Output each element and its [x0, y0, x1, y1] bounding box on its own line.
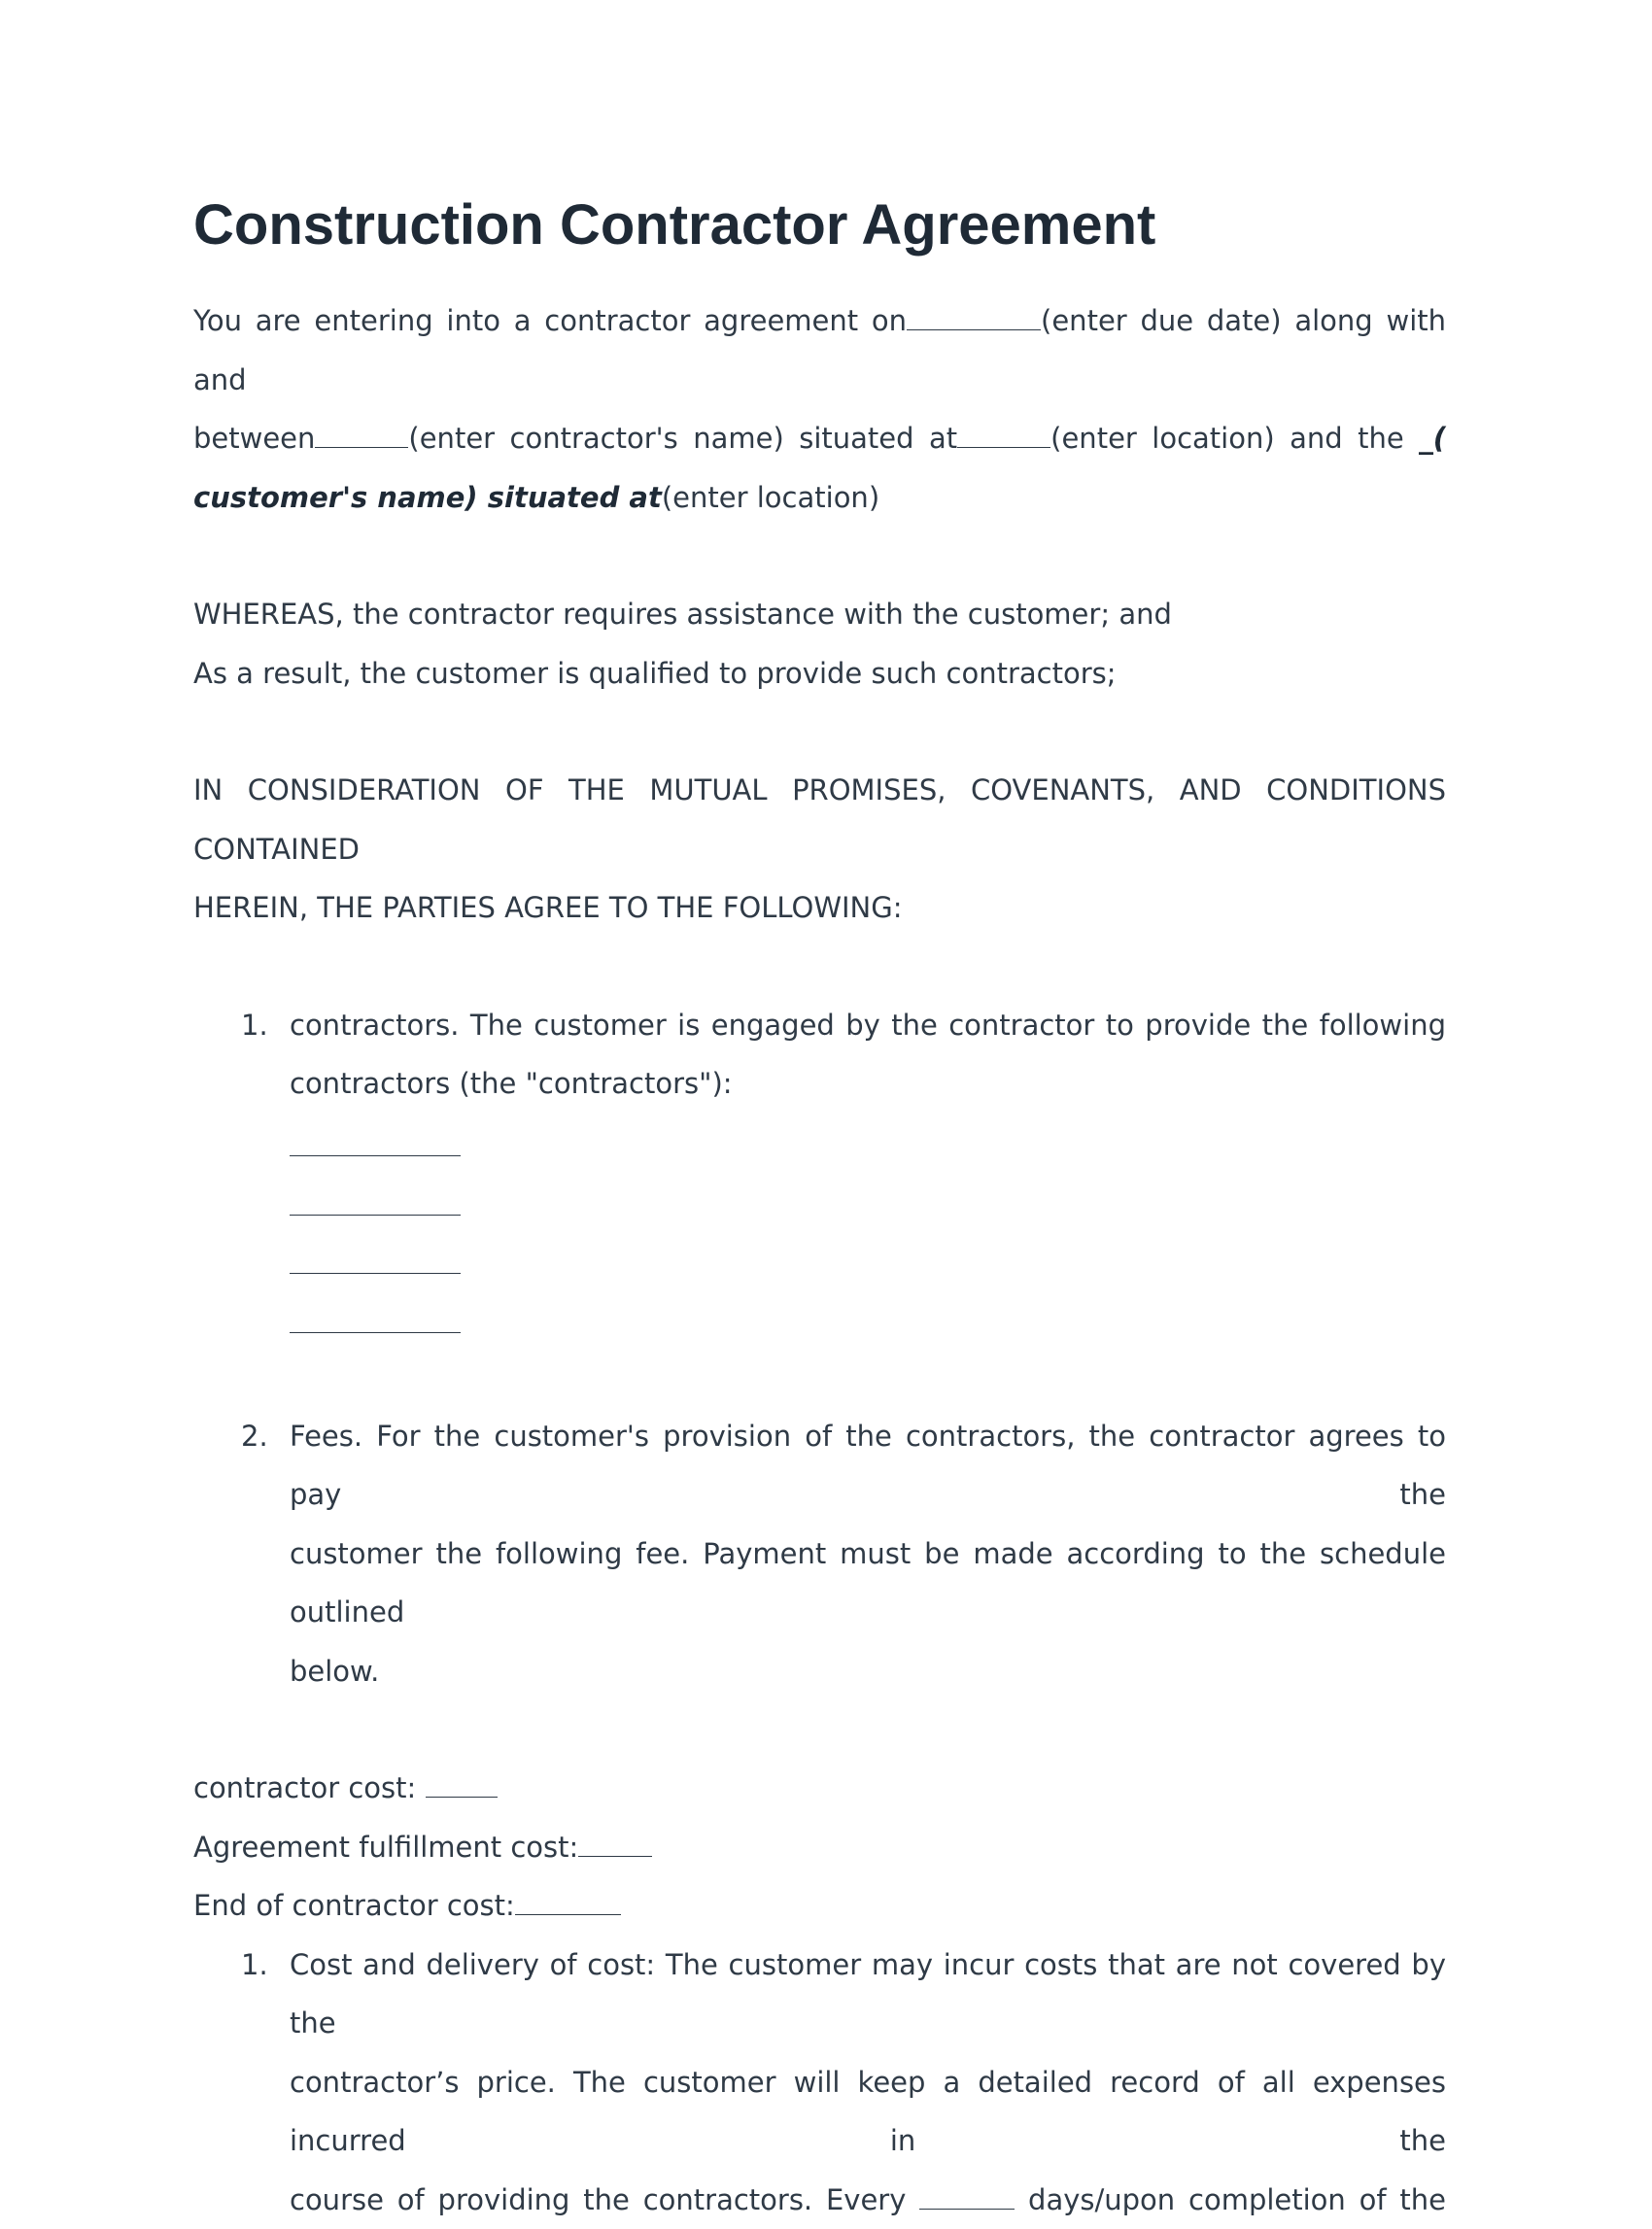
- contractor-name-blank[interactable]: [315, 420, 408, 448]
- contractor-cost-line: [193, 1759, 1446, 1818]
- intro-text: between: [193, 422, 315, 455]
- item2-line-3: below.: [290, 1642, 1446, 1701]
- intro-text: (enter location): [662, 481, 879, 514]
- item3-text: course of providing the contractors. Every: [290, 2183, 919, 2216]
- document-title: Construction Contractor Agreement: [193, 187, 1446, 264]
- end-cost-line: [193, 1876, 1446, 1936]
- list-item-contractors: [193, 996, 1446, 1114]
- contractor-blanks: [193, 1114, 1446, 1349]
- intro-line-3: [193, 468, 1446, 528]
- whereas-line-2: As a result, the customer is qualified to provide such contractors;: [193, 644, 1446, 703]
- intro-bold-text: customer's name) situated at: [193, 481, 662, 514]
- list-number: 1.: [241, 1936, 268, 1995]
- item1-line-1: contractors. The customer is engaged by the contractor to provide the following: [290, 996, 1446, 1055]
- intro-line-1: [193, 291, 1446, 409]
- consideration-line-2: HEREIN, THE PARTIES AGREE TO THE FOLLOWING:: [193, 878, 1446, 938]
- cost-label: Agreement fulfillment cost:: [193, 1831, 578, 1864]
- item3-line-3: [290, 2171, 1446, 2229]
- intro-text: (enter due date) along with and: [193, 304, 1446, 396]
- item2-line-1: Fees. For the customer's provision of the contractors, the contractor agrees to pay the: [290, 1407, 1446, 1525]
- intro-line-2: [193, 409, 1446, 468]
- document-page: [193, 187, 1446, 2229]
- fulfillment-cost-blank[interactable]: [578, 1829, 652, 1857]
- item3-text: days/upon completion of the: [1015, 2183, 1446, 2216]
- fulfillment-cost-line: [193, 1818, 1446, 1877]
- item1-line-2: contractors (the "contractors"):: [290, 1054, 1446, 1114]
- consideration-line-1: IN CONSIDERATION OF THE MUTUAL PROMISES, COVENANTS, AND CONDITIONS CONTAINED: [193, 761, 1446, 878]
- intro-text: (enter location) and the: [1050, 422, 1419, 455]
- contractor-cost-blank[interactable]: [426, 1769, 498, 1798]
- item3-line-1: Cost and delivery of cost: The customer may incur costs that are not covered by the: [290, 1936, 1446, 2053]
- list-number: 2.: [241, 1407, 268, 1466]
- intro-text: _(: [1419, 422, 1446, 455]
- cost-label: End of contractor cost:: [193, 1889, 515, 1922]
- list-item-cost-delivery: [193, 1936, 1446, 2229]
- list-number: 1.: [241, 996, 268, 1055]
- whereas-line-1: WHEREAS, the contractor requires assistance with the customer; and: [193, 585, 1446, 644]
- contractor-blank-2[interactable]: [290, 1172, 461, 1231]
- due-date-blank[interactable]: [907, 302, 1041, 330]
- cost-label: contractor cost:: [193, 1771, 426, 1804]
- intro-text: (enter contractor's name) situated at: [408, 422, 957, 455]
- list-item-fees: [193, 1407, 1446, 1701]
- contractor-blank-1[interactable]: [290, 1114, 461, 1173]
- item2-line-2: customer the following fee. Payment must be made according to the schedule outlined: [290, 1525, 1446, 1642]
- contractor-location-blank[interactable]: [957, 420, 1050, 448]
- contractor-blank-3[interactable]: [290, 1231, 461, 1290]
- contractor-blank-4[interactable]: [290, 1289, 461, 1349]
- end-cost-blank[interactable]: [515, 1887, 621, 1915]
- item3-line-2: contractor’s price. The customer will keep a detailed record of all expenses incurred in the: [290, 2053, 1446, 2171]
- days-blank[interactable]: [919, 2181, 1015, 2210]
- intro-text: You are entering into a contractor agreement on: [193, 304, 907, 337]
